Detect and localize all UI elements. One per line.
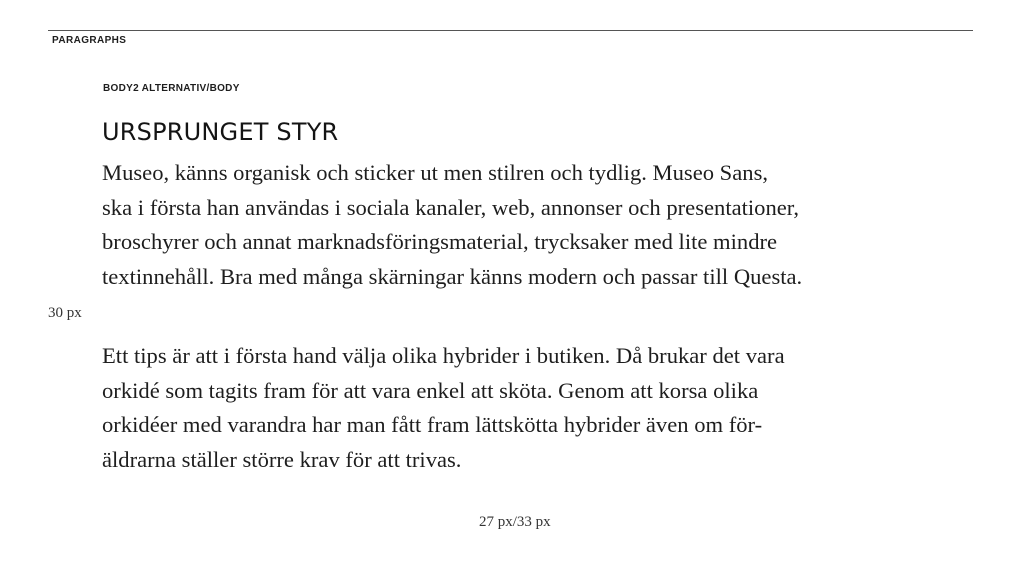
- sample-paragraph-1: [102, 156, 962, 294]
- sample-heading: URSPRUNGET STYR: [102, 118, 339, 146]
- paragraph-line: äldrarna ställer större krav för att trivas.: [102, 446, 462, 472]
- section-label: PARAGRAPHS: [52, 35, 127, 46]
- paragraph-spacing-annotation: 30 px: [48, 305, 82, 321]
- paragraph-line: textinnehåll. Bra med många skärningar känns modern och passar till Questa.: [102, 263, 803, 289]
- paragraph-line: orkidéer med varandra har man fått fram lättskötta hybrider även om för-: [102, 412, 763, 437]
- font-size-annotation: 27 px/33 px: [479, 514, 551, 530]
- sample-paragraph-2: [102, 339, 962, 477]
- top-divider: [48, 30, 973, 31]
- style-name-label: BODY2 ALTERNATIV/BODY: [103, 83, 240, 94]
- paragraph-line: broschyrer och annat marknadsföringsmaterial, trycksaker med lite mindre: [102, 229, 778, 254]
- paragraph-line: Ett tips är att i första hand välja olika hybrider i butiken. Då brukar det vara: [102, 343, 785, 368]
- paragraph-line: ska i första han användas i sociala kanaler, web, annonser och presentationer,: [102, 194, 800, 220]
- paragraph-line: orkidé som tagits fram för att vara enkel att sköta. Genom att korsa olika: [102, 377, 759, 403]
- paragraph-line: Museo, känns organisk och sticker ut men stilren och tydlig. Museo Sans,: [102, 160, 769, 185]
